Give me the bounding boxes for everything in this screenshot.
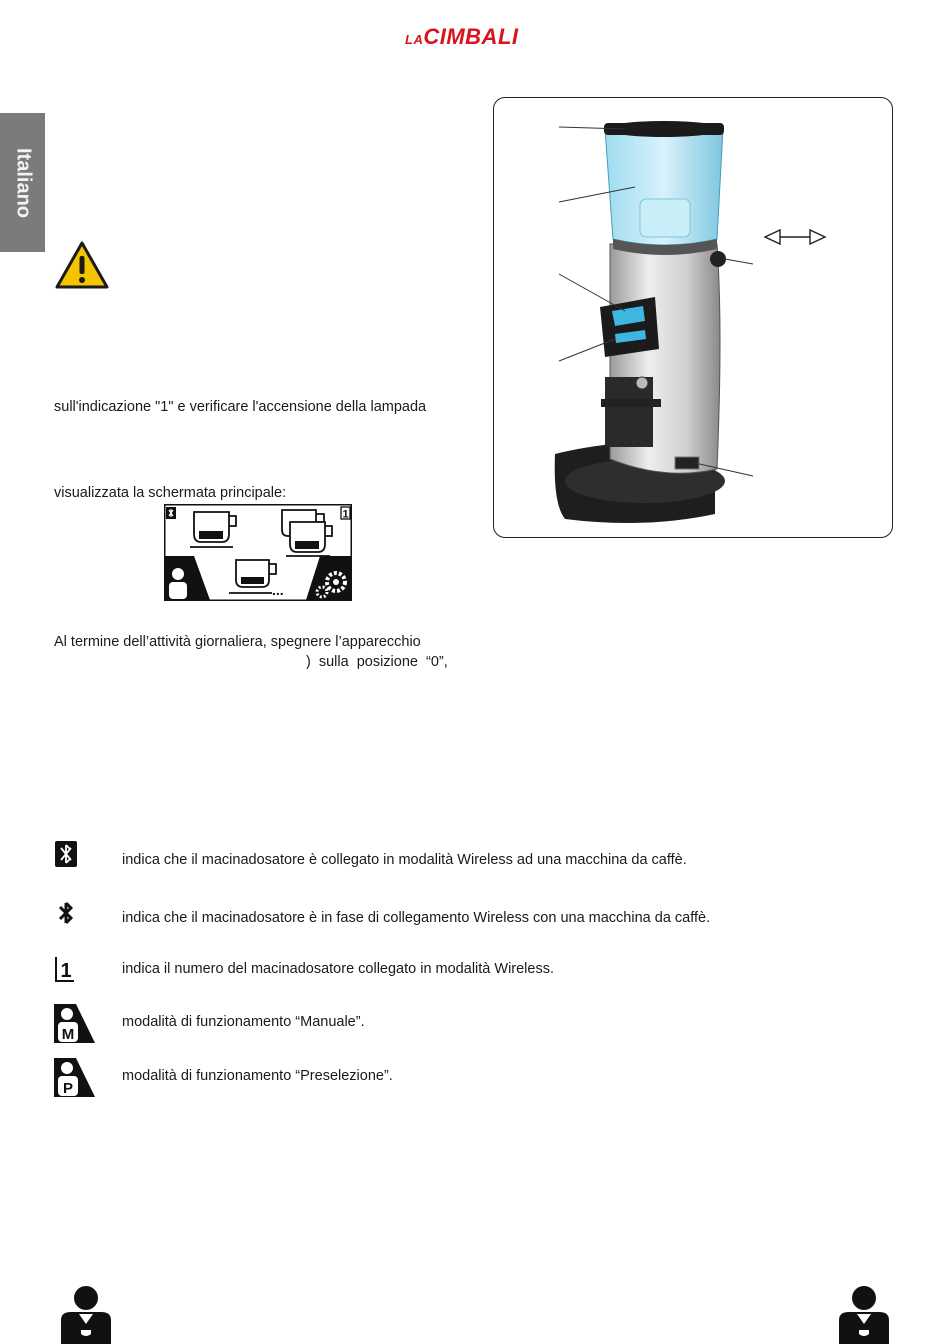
- logo-main: CIMBALI: [423, 24, 519, 49]
- legend-text-manual: modalità di funzionamento “Manuale”.: [122, 1014, 365, 1030]
- lcd-dots: ...: [272, 582, 284, 598]
- wireless-connected-icon: [54, 840, 78, 868]
- grinder-illustration: [495, 99, 891, 536]
- lcd-wireless-icon: [166, 507, 176, 519]
- legend-text-number: indica il numero del macinadosatore collegato in modalità Wireless.: [122, 961, 554, 977]
- grinder-number-icon: [54, 955, 76, 983]
- svg-text:1: 1: [60, 960, 72, 982]
- waiter-icon-left: [55, 1284, 117, 1344]
- svg-text:1: 1: [342, 508, 349, 521]
- preselection-mode-icon: [54, 1058, 96, 1098]
- wireless-connecting-icon: [54, 901, 78, 925]
- brand-logo: [405, 24, 519, 50]
- instruction-lamp: sull'indicazione "1" e verificare l'accensione della lampada: [54, 399, 427, 415]
- logo-prefix: LA: [405, 32, 424, 47]
- warning-icon: [54, 240, 110, 290]
- legend-text-connecting: indica che il macinadosatore è in fase di collegamento Wireless con una macchina da caffè.: [122, 910, 711, 926]
- svg-text:M: M: [61, 1026, 75, 1043]
- svg-text:P: P: [62, 1080, 74, 1097]
- main-screen-display: [164, 504, 352, 601]
- language-tab: [0, 113, 45, 252]
- language-tab-label: Italiano: [12, 147, 34, 218]
- instruction-screen: visualizzata la schermata principale:: [54, 485, 287, 501]
- legend-text-connected: indica che il macinadosatore è collegato in modalità Wireless ad una macchina da caffè.: [122, 852, 687, 868]
- legend-text-preselection: modalità di funzionamento “Preselezione”.: [122, 1068, 393, 1084]
- waiter-icon-right: [833, 1284, 895, 1344]
- lcd-number-badge: [341, 507, 350, 521]
- manual-mode-icon: [54, 1004, 96, 1044]
- instruction-switch: ) sulla posizione “0”,: [306, 654, 448, 670]
- instruction-end-day: Al termine dell’attività giornaliera, spegnere l’apparecchio: [54, 634, 421, 650]
